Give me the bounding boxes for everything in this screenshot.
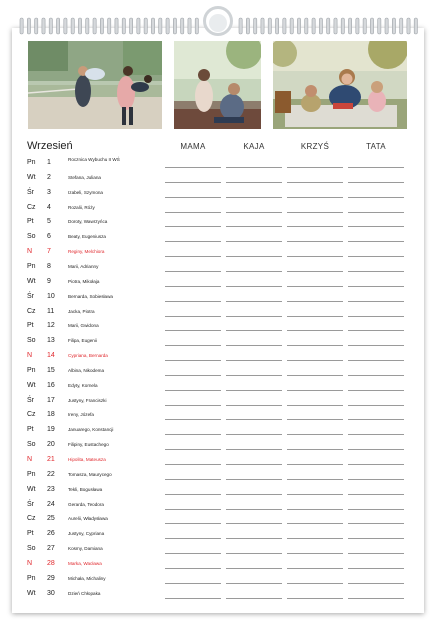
entry-line[interactable] — [348, 434, 404, 435]
day-of-week: So — [27, 233, 36, 241]
entry-line[interactable] — [287, 212, 343, 213]
entry-line[interactable] — [348, 286, 404, 287]
name-day: Piotra, Mikołaja — [68, 278, 100, 284]
name-day: Jacka, Piotra — [68, 308, 95, 314]
day-number: 25 — [47, 515, 55, 523]
entry-line[interactable] — [287, 449, 343, 450]
day-row — [0, 499, 412, 513]
entry-line[interactable] — [348, 197, 404, 198]
entry-line[interactable] — [165, 598, 221, 599]
entry-line[interactable] — [165, 494, 221, 495]
entry-line[interactable] — [287, 434, 343, 435]
name-day: Dzień Chłopaka — [68, 590, 101, 596]
day-of-week: Pn — [27, 262, 36, 270]
day-number: 6 — [47, 233, 51, 241]
column-header-tata: TATA — [366, 142, 386, 151]
day-number: 3 — [47, 188, 51, 196]
entry-line[interactable] — [287, 479, 343, 480]
day-row — [0, 528, 412, 542]
entry-line[interactable] — [287, 241, 343, 242]
day-of-week: So — [27, 441, 36, 449]
day-row — [0, 172, 412, 186]
entry-line[interactable] — [348, 271, 404, 272]
entry-line[interactable] — [287, 583, 343, 584]
day-number: 9 — [47, 277, 51, 285]
entry-line[interactable] — [287, 375, 343, 376]
entry-line[interactable] — [226, 509, 282, 510]
name-day: Marii, Gwidona — [68, 323, 99, 329]
entry-line[interactable] — [287, 360, 343, 361]
entry-line[interactable] — [165, 197, 221, 198]
day-of-week: Pn — [27, 574, 36, 582]
day-row — [0, 306, 412, 320]
entry-line[interactable] — [226, 345, 282, 346]
entry-line[interactable] — [348, 256, 404, 257]
entry-line[interactable] — [165, 583, 221, 584]
day-of-week: Pt — [27, 322, 34, 330]
entry-line[interactable] — [348, 464, 404, 465]
entry-line[interactable] — [348, 509, 404, 510]
entry-line[interactable] — [287, 523, 343, 524]
entry-line[interactable] — [165, 538, 221, 539]
name-day: Beaty, Eugeniusza — [68, 234, 106, 240]
name-day: Rozalii, Róży — [68, 204, 95, 210]
entry-line[interactable] — [226, 523, 282, 524]
day-number: 10 — [47, 292, 55, 300]
entry-line[interactable] — [165, 553, 221, 554]
day-of-week: Pn — [27, 470, 36, 478]
entry-line[interactable] — [165, 167, 221, 168]
entry-line[interactable] — [348, 301, 404, 302]
name-day: Michała, Michaliny — [68, 575, 106, 581]
day-row — [0, 513, 412, 527]
entry-line[interactable] — [348, 360, 404, 361]
entry-line[interactable] — [226, 167, 282, 168]
entry-line[interactable] — [226, 464, 282, 465]
entry-line[interactable] — [226, 405, 282, 406]
entry-line[interactable] — [165, 345, 221, 346]
entry-line[interactable] — [165, 301, 221, 302]
entry-line[interactable] — [226, 241, 282, 242]
day-number: 21 — [47, 456, 55, 463]
entry-line[interactable] — [348, 568, 404, 569]
day-number: 22 — [47, 470, 55, 478]
entry-line[interactable] — [287, 271, 343, 272]
day-number: 14 — [47, 352, 55, 360]
entry-line[interactable] — [287, 405, 343, 406]
entry-line[interactable] — [348, 405, 404, 406]
entry-line[interactable] — [226, 286, 282, 287]
name-day: Edyty, Kornela — [68, 382, 98, 388]
entry-line[interactable] — [226, 494, 282, 495]
entry-line[interactable] — [348, 345, 404, 346]
day-row — [0, 588, 412, 602]
entry-line[interactable] — [226, 301, 282, 302]
name-day: Albina, Nikodema — [68, 367, 105, 373]
entry-line[interactable] — [348, 330, 404, 331]
entry-line[interactable] — [287, 509, 343, 510]
day-of-week: N — [27, 248, 33, 256]
entry-line[interactable] — [287, 419, 343, 420]
name-day: Hipolita, Mateusza — [68, 457, 106, 462]
day-number: 4 — [47, 203, 51, 211]
entry-line[interactable] — [348, 494, 404, 495]
entry-line[interactable] — [165, 360, 221, 361]
name-day: Reginy, Melchiora — [68, 249, 105, 255]
name-day: Marii, Adrianny — [68, 263, 99, 269]
day-number: 26 — [47, 530, 55, 538]
entry-line[interactable] — [165, 271, 221, 272]
day-of-week: Pt — [27, 426, 34, 434]
day-number: 24 — [47, 500, 55, 508]
day-row — [0, 573, 412, 587]
day-row — [0, 157, 412, 171]
name-day: Aurelii, Władysława — [68, 516, 108, 522]
day-of-week: N — [27, 352, 33, 360]
column-header-mama: MAMA — [180, 142, 206, 151]
entry-line[interactable] — [226, 434, 282, 435]
entry-line[interactable] — [287, 182, 343, 183]
day-of-week: Cz — [27, 203, 36, 211]
name-day: Filipa, Eugenii — [68, 338, 97, 344]
day-number: 19 — [47, 426, 55, 434]
day-row — [0, 558, 412, 572]
entry-line[interactable] — [165, 449, 221, 450]
entry-line[interactable] — [348, 449, 404, 450]
day-row — [0, 276, 412, 290]
entry-line[interactable] — [226, 538, 282, 539]
entry-line[interactable] — [348, 167, 404, 168]
entry-line[interactable] — [287, 345, 343, 346]
day-number: 29 — [47, 574, 55, 582]
day-row — [0, 469, 412, 483]
entry-line[interactable] — [348, 241, 404, 242]
entry-line[interactable] — [165, 509, 221, 510]
entry-line[interactable] — [287, 568, 343, 569]
entry-line[interactable] — [287, 390, 343, 391]
entry-line[interactable] — [287, 226, 343, 227]
entry-line[interactable] — [165, 479, 221, 480]
entry-line[interactable] — [165, 419, 221, 420]
entry-line[interactable] — [348, 316, 404, 317]
day-row — [0, 365, 412, 379]
entry-line[interactable] — [348, 523, 404, 524]
day-of-week: Wt — [27, 589, 36, 597]
entry-line[interactable] — [287, 598, 343, 599]
entry-line[interactable] — [348, 226, 404, 227]
day-of-week: Cz — [27, 307, 36, 315]
entry-line[interactable] — [348, 375, 404, 376]
day-of-week: So — [27, 337, 36, 345]
entry-line[interactable] — [226, 583, 282, 584]
day-of-week: Śr — [27, 188, 34, 196]
entry-line[interactable] — [348, 538, 404, 539]
entry-line[interactable] — [226, 568, 282, 569]
entry-line[interactable] — [165, 405, 221, 406]
entry-line[interactable] — [287, 330, 343, 331]
name-day: Ireny, Józefa — [68, 412, 94, 418]
entry-line[interactable] — [287, 256, 343, 257]
entry-line[interactable] — [226, 375, 282, 376]
day-number: 16 — [47, 381, 55, 389]
entry-line[interactable] — [226, 182, 282, 183]
entry-line[interactable] — [226, 330, 282, 331]
photo-family-piggyback — [28, 41, 162, 129]
day-row — [0, 439, 412, 453]
photo-father-daughter — [174, 41, 261, 129]
day-of-week: Wt — [27, 485, 36, 493]
name-day: Januarego, Konstancji — [68, 427, 114, 433]
entry-line[interactable] — [348, 212, 404, 213]
entry-line[interactable] — [287, 494, 343, 495]
day-row — [0, 246, 412, 260]
entry-line[interactable] — [165, 316, 221, 317]
entry-line[interactable] — [348, 598, 404, 599]
day-row — [0, 350, 412, 364]
name-day: Izabeli, Szymona — [68, 189, 103, 195]
day-number: 27 — [47, 545, 55, 553]
day-of-week: N — [27, 456, 33, 463]
day-of-week: So — [27, 545, 36, 553]
name-day: Marka, Wacława — [68, 560, 102, 566]
name-day: Cypriana, Bernarda — [68, 353, 108, 359]
day-number: 11 — [47, 307, 55, 315]
entry-line[interactable] — [226, 197, 282, 198]
day-of-week: N — [27, 559, 33, 567]
day-of-week: Wt — [27, 173, 36, 181]
day-row — [0, 454, 412, 468]
name-day: Doroty, Wawrzyńca — [68, 219, 108, 225]
name-day: Justyny, Franciszki — [68, 397, 107, 403]
day-of-week: Pn — [27, 366, 36, 374]
entry-line[interactable] — [165, 182, 221, 183]
name-day: Bernarda, Sobiesława — [68, 293, 113, 299]
day-number: 28 — [47, 559, 55, 567]
day-number: 20 — [47, 441, 55, 449]
day-of-week: Cz — [27, 515, 36, 523]
day-of-week: Pt — [27, 530, 34, 538]
day-row — [0, 335, 412, 349]
day-row — [0, 380, 412, 394]
day-row — [0, 409, 412, 423]
column-header-krzys: KRZYŚ — [300, 142, 330, 151]
name-day: Rocznica Wybuchu II WŚ — [68, 157, 120, 162]
day-of-week: Pn — [27, 159, 36, 166]
name-day: Stefana, Juliana — [68, 174, 101, 180]
day-row — [0, 484, 412, 498]
entry-line[interactable] — [226, 271, 282, 272]
entry-line[interactable] — [287, 553, 343, 554]
day-row — [0, 187, 412, 201]
entry-line[interactable] — [165, 434, 221, 435]
entry-line[interactable] — [226, 479, 282, 480]
photo-family-reading — [273, 41, 407, 129]
entry-line[interactable] — [348, 390, 404, 391]
entry-line[interactable] — [348, 419, 404, 420]
day-of-week: Pt — [27, 218, 34, 226]
month-title: Wrzesień — [27, 140, 73, 152]
name-day: Gerarda, Teodora — [68, 501, 104, 507]
day-row — [0, 291, 412, 305]
entry-line[interactable] — [165, 256, 221, 257]
day-of-week: Wt — [27, 277, 36, 285]
entry-line[interactable] — [226, 360, 282, 361]
entry-line[interactable] — [348, 182, 404, 183]
entry-line[interactable] — [226, 212, 282, 213]
day-number: 17 — [47, 396, 55, 404]
entry-line[interactable] — [287, 197, 343, 198]
entry-line[interactable] — [287, 167, 343, 168]
day-number: 30 — [47, 589, 55, 597]
entry-line[interactable] — [165, 226, 221, 227]
entry-line[interactable] — [287, 464, 343, 465]
day-number: 15 — [47, 366, 55, 374]
day-number: 1 — [47, 159, 51, 166]
entry-line[interactable] — [226, 316, 282, 317]
entry-line[interactable] — [165, 241, 221, 242]
day-number: 12 — [47, 322, 55, 330]
entry-line[interactable] — [287, 316, 343, 317]
day-of-week: Cz — [27, 411, 36, 419]
day-number: 7 — [47, 248, 51, 256]
entry-line[interactable] — [165, 523, 221, 524]
day-of-week: Wt — [27, 381, 36, 389]
entry-line[interactable] — [226, 419, 282, 420]
day-row — [0, 216, 412, 230]
name-day: Tomasza, Maurycego — [68, 471, 112, 477]
entry-line[interactable] — [226, 226, 282, 227]
entry-line[interactable] — [226, 390, 282, 391]
entry-line[interactable] — [165, 464, 221, 465]
day-number: 23 — [47, 485, 55, 493]
hanger-hole-inner — [209, 14, 227, 32]
entry-line[interactable] — [165, 286, 221, 287]
day-number: 8 — [47, 262, 51, 270]
entry-line[interactable] — [165, 212, 221, 213]
entry-line[interactable] — [226, 256, 282, 257]
day-row — [0, 231, 412, 245]
entry-line[interactable] — [165, 390, 221, 391]
day-of-week: Śr — [27, 292, 34, 300]
entry-line[interactable] — [348, 479, 404, 480]
day-number: 18 — [47, 411, 55, 419]
entry-line[interactable] — [348, 583, 404, 584]
day-row — [0, 261, 412, 275]
entry-line[interactable] — [165, 330, 221, 331]
entry-line[interactable] — [165, 568, 221, 569]
name-day: Kosmy, Damiana — [68, 546, 103, 552]
day-of-week: Śr — [27, 396, 34, 404]
day-row — [0, 395, 412, 409]
name-day: Justyny, Cypriana — [68, 531, 105, 537]
column-header-kaja: KAJA — [243, 142, 265, 151]
day-number: 13 — [47, 337, 55, 345]
entry-line[interactable] — [348, 553, 404, 554]
day-of-week: Śr — [27, 500, 34, 508]
entry-line[interactable] — [226, 598, 282, 599]
entry-line[interactable] — [165, 375, 221, 376]
entry-line[interactable] — [287, 538, 343, 539]
day-number: 5 — [47, 218, 51, 226]
entry-line[interactable] — [287, 286, 343, 287]
name-day: Tekli, Bogusława — [68, 486, 103, 492]
day-row — [0, 202, 412, 216]
name-day: Filipiny, Eustachego — [68, 442, 109, 448]
day-row — [0, 320, 412, 334]
day-row — [0, 424, 412, 438]
entry-line[interactable] — [226, 553, 282, 554]
entry-line[interactable] — [226, 449, 282, 450]
entry-line[interactable] — [287, 301, 343, 302]
day-row — [0, 543, 412, 557]
day-number: 2 — [47, 173, 51, 181]
